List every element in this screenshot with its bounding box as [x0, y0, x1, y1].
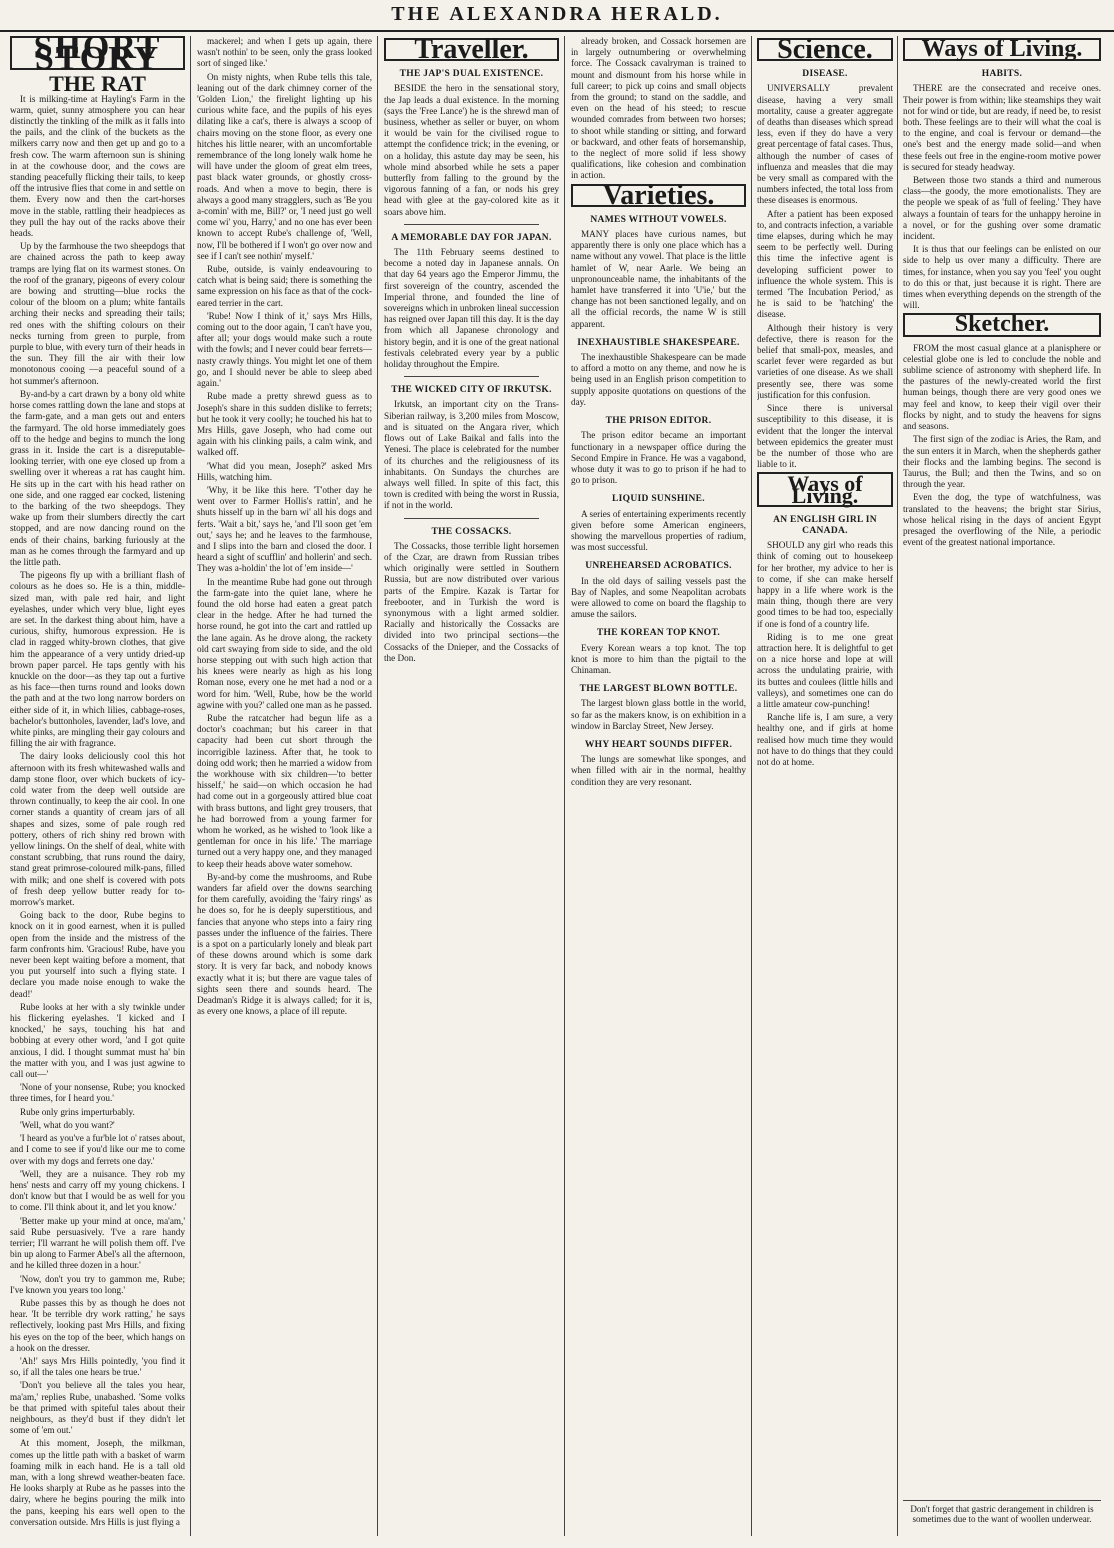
paragraph: It is thus that our feelings can be enlisted on our side to help us over many a difficulty. There are times, for instance, when you say you 'feel' you ought to do this or that, just because it is right. There are times when everything depends on the strength of the will.	[903, 244, 1101, 311]
article-title: HABITS.	[981, 69, 1023, 80]
story-body	[10, 94, 185, 1528]
masthead	[0, 0, 1114, 32]
paragraph: FROM the most casual glance at a planisphere or celestial globe one is led to conclude the noble and sublime science of astronomy with shepherd life. In the pastures of the newly-created world the first human beings, though there are very good ones we may feel and know, to keep their vigil over their flocks by night, and to study the heavens for signs and seasons.	[903, 342, 1101, 432]
paragraph: Even the dog, the type of watchfulness, was translated to the heavens; the bright star Sirius, whose helical rising in the days of ancient Egypt presaged the overflowing of the Nile, a periodic event of the greatest national importance.	[903, 492, 1101, 548]
paragraph: BESIDE the hero in the sensational story, the Jap leads a dual existence. In the morning (says the 'Free Lance') he is the shrewd man of business, whether as seller or buyer, on whom it would be vain for the civilised rogue to attempt the confidence trick; in the evening, or on a holiday, this astute day may be seen, his whole mind absorbed while he sets a paper butterfly from falling to the ground by the vigorous fanning of a fan, or nods his grey head with glee at the gay-colored kite as it soars above him.	[384, 83, 559, 217]
divider	[404, 376, 539, 377]
section-heading-varieties: Varieties.	[571, 184, 746, 207]
section-heading-ways-of-living: Ways of Living.	[757, 472, 893, 506]
article-title: DISEASE.	[802, 69, 848, 80]
paragraph: 'Ah!' says Mrs Hills pointedly, 'you find it so, if all the tales one hears be true.'	[10, 1355, 185, 1378]
section-heading-traveller: Traveller.	[384, 38, 559, 61]
column-science	[757, 36, 893, 1536]
paragraph: 'What did you mean, Joseph?' asked Mrs Hills, watching him.	[197, 460, 372, 482]
paragraph: Ranche life is, I am sure, a very healthy one, and if girls at home realised how much time they would not have to do things that they could not do at home.	[757, 712, 893, 767]
paragraph: 'None of your nonsense, Rube; you knocked three times, for I heard you.'	[10, 1082, 185, 1104]
paragraph: Since there is universal susceptibility to this disease, it is evident that the longer the interval between epidemics the greater must be the number of those who are liable to it.	[757, 403, 893, 470]
newspaper-title: THE ALEXANDRA HERALD.	[391, 3, 723, 25]
paragraph: THERE are the consecrated and receive ones. Their power is from within; like steamships they wait not for wind or tide, but are ready, if need be, to resist both. These feelings are to their will what the coal is to the engine, and coal is fervour or demand—the one's best and the energy made solid—and when these feels out free in the engine-room motive power is secured for steady headway.	[903, 83, 1101, 172]
paragraph: It is milking-time at Hayling's Farm in the warm, quiet, sunny atmosphere you can hear distinctly the tinkling of the milk as it falls into the pails, and the clink of the buckets as the milkers carry now and then get up and go to a fresh cow. The warm afternoon sun is shining in at the cowhouse door, and the cows are standing peacefully flicking their tails, to keep off the intrusive flies that come in and settle on them. Every now and then the cart-horses move in the stable, rattling their headpieces as they pull the hay out of the racks above their heads.	[10, 93, 185, 239]
article-title: LIQUID SUNSHINE.	[612, 494, 705, 505]
paragraph: mackerel; and when I gets up again, there wasn't nothin' to be seen, only the grass looked sort of singed like.'	[197, 36, 372, 69]
column-varieties	[571, 36, 746, 1536]
section-heading-sketcher: Sketcher.	[903, 313, 1101, 336]
article-title: THE PRISON EDITOR.	[605, 416, 712, 427]
paragraph: 'Don't you believe all the tales you hear, ma'am,' replies Rube, unabashed. 'Some volks be that primed with spiteful tales about their neighbours, as they'd bust if they didn't let some of 'em out.'	[10, 1380, 185, 1436]
column-story-continued	[197, 36, 372, 1536]
column-rule	[564, 36, 565, 1536]
paragraph: A series of entertaining experiments recently given before some American engineers, showing the marvellous properties of radium, was most successful.	[571, 508, 746, 553]
paragraph: The dairy looks deliciously cool this hot afternoon with its fresh whitewashed walls and damp stone floor, over which buckets of icy-cold water from the deep well outside are thrown continually, to keep the air cool. In one corner stands a quantity of cream jars of all shapes and sizes, some of pale rough red pottery, others of rich shiny red brown with yellow linings. On the shelf of deal, white with constant scrubbing, that runs round the dairy, stand great primrose-coloured milk-pans, filled with milk; and one shelf is covered with pots of fresh deep yellow butter ready for to-morrow's market.	[10, 751, 185, 908]
paragraph: At this moment, Joseph, the milkman, comes up the little path with a basket of warm foaming milk in each hand. He is a tall old man, with a long shrewd weather-beaten face. He looks sharply at Rube as he passes into the dairy, where he begins pouring the milk into the pans, keeping his ears well open to the conversation outside. Mrs Hills is just flying a	[10, 1438, 185, 1527]
paragraph: The first sign of the zodiac is Aries, the Ram, and the sun enters it in March, when the shepherds gather their flocks and the lambing begins. The second is Taurus, the Bull; and then the Twins, and so on through the year.	[903, 434, 1101, 490]
paragraph: Rube looks at her with a sly twinkle under his flickering eyelashes. 'I kicked and I knocked,' he says, touching his hat and bobbing at every other word, 'and I got quite anxious, I did. I thought summat must ha' bin the matter with you, and I was just agwine to call out—'	[10, 1001, 185, 1080]
column-rule	[897, 36, 898, 1536]
paragraph: Between those two stands a third and numerous class—the goody, the more emotionalists. They are the people we speak of as 'full of feeling.' They have always a fountain of tears for the unhappy heroine in a novel, or for the gushing over some dramatic incident.	[903, 175, 1101, 242]
paragraph: Riding is to me one great attraction here. It is delightful to get on a nice horse and lope at will across the undulating prairie, with its buttes and coulees (little hills and valleys), and sometimes one can do a little amateur cow-punching!	[757, 631, 893, 709]
paragraph: The inexhaustible Shakespeare can be made to afford a motto on any theme, and now he is being used in an English prison competition to supply apposite quotations on questions of the day.	[571, 352, 746, 407]
article-title: THE JAP'S DUAL EXISTENCE.	[399, 69, 544, 80]
column-rule	[377, 36, 378, 1536]
column-traveller	[384, 36, 559, 1536]
paragraph: 'I heard as you've a fur'ble lot o' ratses about, and I come to see if you'd like our me to come over with my dogs and ferrets one day.'	[10, 1133, 185, 1166]
article-title: THE LARGEST BLOWN BOTTLE.	[579, 684, 738, 695]
divider	[404, 224, 539, 225]
story-title: THE RAT	[49, 71, 146, 97]
paragraph: UNIVERSALLY prevalent disease, having a very small mortality, cause a greater aggregate of deaths than diseases which spread less, even if they do have a very great percentage of fatal cases. Thus, although the number of cases of influenza and measles that die may be very small as compared with the numbers infected, the total loss from these diseases is enormous.	[757, 83, 893, 206]
divider	[404, 518, 539, 519]
article-title: A MEMORABLE DAY FOR JAPAN.	[391, 232, 552, 243]
section-heading-science: Science.	[757, 38, 893, 61]
paragraph: Although their history is very defective, there is reason for the belief that small-pox, measles, and scarlet fever were regarded as but varieties of one disease. As we shall presently see, there was some justification for this confusion.	[757, 322, 893, 400]
paragraph: Going back to the door, Rube begins to knock on it in good earnest, when it is pulled open from the inside and the mistress of the farm confronts him. 'Gracious! Rube, have you never been kept waiting before a moment, that you put yourself into such a flying state. I declare you made noise enough to wake the dead!'	[10, 910, 185, 999]
article-title: AN ENGLISH GIRL IN CANADA.	[773, 514, 877, 536]
section-heading-ways-of-living: Ways of Living.	[903, 38, 1101, 61]
paragraph: Up by the farmhouse the two sheepdogs that are chained across the path to keep away tramps are lying flat on its warmest stones. On the roof of the granary, pigeons of every colour are bowing and strutting—blue rocks the colour of the bloom on a plum; white fantails arching their necks and spreading their tails; red ones with the shifting colours on their necks turning from green to purple, from purple to blue, with every turn of their heads in the sun. They fill the air with their low monotonous cooing —a peaceful sound of a hot summer's afternoon.	[10, 241, 185, 386]
article-title: INEXHAUSTIBLE SHAKESPEARE.	[577, 337, 740, 348]
paragraph: 'Rube! Now I think of it,' says Mrs Hills, coming out to the door again, 'I can't have you, after all; your dogs would make such a route with the fowls; and I never could bear ferrets—nasty crawly things. You might let one of them go, and I should never be able to sleep abed again.'	[197, 310, 372, 389]
article-title: THE COSSACKS.	[431, 526, 512, 537]
paragraph: In the old days of sailing vessels past the Bay of Naples, and some Neapolitan acrobats were allowed to come on board the flagship to amuse the sailors.	[571, 575, 746, 620]
paragraph: The largest blown glass bottle in the world, so far as the makers know, is on exhibition in a window in Barclay Street, New Jersey.	[571, 698, 746, 731]
paragraph: On misty nights, when Rube tells this tale, leaning out of the dark chimney corner of the 'Golden Lion,' the firelight lighting up his curious white face, and the pupils of his eyes dilating like a cat's, there is always a scoop of chairs moving on the stone floor, as every one hitches his little nearer, with an uncomfortable remembrance of the long lonely walk home he will have under the gloom of great elm trees, past black water grounds, or ghostly cross-roads. And when a move to begin, there is always a good many stragglers, such as 'Be you a-comin' with me, Bill?' or, 'I need just go well come wi' you, Harry,' and no one has ever been known to accept Rube's challenge of, 'Well, now, I'll be bothered if I won't go over now and see if I can't see nothin' myself.'	[197, 71, 372, 261]
paragraph: 'Better make up your mind at once, ma'am,' said Rube persuasively. 'I've a rare handy terrier; I'll warrant he will polish them off. I've bin up along to Farmer Abel's all the afternoon, and he killed three dozen in a hour.'	[10, 1215, 185, 1271]
paragraph: Rube the ratcatcher had begun life as a doctor's coachman; but his career in that capacity had been cut short through the incorrigible laziness. After that, he took to doing odd work; then he married a widow from the workhouse with six children—'to better hisself,' he said—on which occasion he had had come out in a gorgeously attired blue coat with brass buttons, and light grey trousers, that he had borrowed from a young farmer for whom he worked, as he wished to 'look like a gentleman for once in his life.' The marriage turned out a very happy one, and they managed to keep their heads above water somehow.	[197, 712, 372, 869]
paragraph: 'Well, they are a nuisance. They rob my hens' nests and carry off my young chickens. I don't know but that I would be as well for you to come. I'll think about it, and let you know.'	[10, 1168, 185, 1213]
paragraph: 'Why, it be like this here. 'T'other day he went over to Farmer Hollis's rattin', and he shuts hisself up in the barn wi' all his dogs and ferts. 'Wait a bit,' says he, 'and I'll soon get 'em out,' says he; and he leaves to the farmhouse, and I slips into the barn and closed the door. I heard a sight of scufflin' and hollerin' and sech. They was a-holdin' the lot of 'em inside—'	[197, 484, 372, 574]
paragraph: 'Now, don't you try to gammon me, Rube; I've known you years too long.'	[10, 1273, 185, 1295]
article-title: UNREHEARSED ACROBATICS.	[585, 561, 732, 572]
article-title: WHY HEART SOUNDS DIFFER.	[584, 739, 733, 750]
paragraph: The prison editor became an important functionary in a newspaper office during the Second Empire in France. He was a vagabond, whose duty it was to go to prison if he had to go to prison.	[571, 430, 746, 486]
paragraph: Rube, outside, is vainly endeavouring to catch what is being said; there is something the same expression on his face as that of the cock-eared terrier in the cart.	[197, 264, 372, 308]
paragraph: By-and-by come the mushrooms, and Rube wanders far afield over the downs searching for them carefully, avoiding the 'fairy rings' as he does so, for he is deeply superstitious, and fancies that anyone who steps into a fairy ring passes under the influence of the fairies. There is a spot on a particularly lonely and bleak part of these downs around which is some dark story. It is very far back, and nobody knows exactly what it is; but there are vague tales of sights seen there and sounds heard. The Deadman's Ridge it is always called; for it is, as every one knows, a place of ill repute.	[197, 871, 372, 1017]
paragraph: The Cossacks, those terrible light horsemen of the Czar, are drawn from Russian tribes which originally were settled in Southern Russia, but are now distributed over various parts of the Empire. Kazak is Tartar for freebooter, and in Turkish the word is synonymous with a light armed soldier. Racially and historically the Cossacks are divided into two principal sections—the Cossacks of the Dnieper, and the Cossacks of the Don.	[384, 540, 559, 663]
paragraph: After a patient has been exposed to, and contracts infection, a variable time elapses, during which he may seem to be perfectly well. During this time the infective agent is developing sufficient power to influence the whole system. This is termed 'The Incubation Period,' as he is said to be 'hatching' the disease.	[757, 208, 893, 320]
paragraph: already broken, and Cossack horsemen are in largely outnumbering or overwhelming force. The Cossack cavalryman is trained to mount and dismount from his horse while in full career; to pick up coins and small objects from the ground; to stand on the saddle, and even on the head of his steed; to rescue wounded comrades from between two horses; to shoot while standing or sitting, and forward or backward, and other feats of horsemanship, to the neglect of more solid if less showy qualifications, like cohesion and combination in action.	[571, 36, 746, 181]
paragraph: 'Well, what do you want?'	[20, 1119, 115, 1130]
column-rule	[751, 36, 752, 1536]
paragraph: SHOULD any girl who reads this think of coming out to housekeep for her brother, my advice to her is to come, if she can make herself happy in a life where work is the main thing, though there are very good times to be had too, especially if one is fond of a country life.	[757, 540, 893, 629]
section-heading-short-story: SHORT STORY	[10, 36, 185, 70]
column-ways-of-living	[903, 36, 1101, 1496]
paragraph: Rube passes this by as though he does not hear. 'It be terrible dry work ratting,' he says reflectively, looking past Mrs Hills, and fixing his eyes on the top of the beer, which hangs on a hook on the dresser.	[10, 1297, 185, 1353]
paragraph: The pigeons fly up with a brilliant flash of colours as he does so. He is a thin, middle-sized man, with pale red hair, and light eyelashes, under which very blue, light eyes are set. In the darkest thing about him, have a curious, shifty, humorous expression. He is clad in ragged whity-brown clothes, that give him the appearance of a very untidy dried-up brown paper parcel. He taps gently with his knuckle on the door—as they tap out a furtive as his face—then turns round and looks down the path and at the two long narrow borders on either side of it, in which lilies, cabbage-roses, bachelor's buttonholes, lavender, lad's love, and white pinks, are mingling their gay colours and filling the air with fragrance.	[10, 570, 185, 749]
paragraph: By-and-by a cart drawn by a bony old white horse comes rattling down the lane and stops at the farm-gate, and a man gets out and enters the farmyard. The old horse immediately goes off to the hedge and begins to munch the long grass in it. Inside the cart is a disreputable-looking terrier, with one eye closed up from a swelling over it whereas a rat has caught him. He sits up in the cart with his head rather on one side, and one ragged ear cocked, listening to the barking of the two sheepdogs. They wake up from their slumbers directly the cart stopped, and are now dancing round on the ends of their chains, barking furiously at the man as he comes through the farmyard and up the little path.	[10, 388, 185, 567]
paragraph: Irkutsk, an important city on the Trans-Siberian railway, is 3,200 miles from Moscow, and is situated on the Angara river, which flows out of Lake Baikal and falls into the Yenesi. The place is celebrated for the number of its churches and the religiousness of its inhabitants. On Sundays the churches are always well filled. In spite of this fact, this town is credited with being the worst in Russia, if not in the world.	[384, 399, 559, 511]
column-short-story	[10, 36, 185, 1536]
paragraph: The 11th February seems destined to become a noted day in Japanese annals. On that day 64 years ago the Emperor Jimmu, the first sovereign of the country, ascended the Imperial throne, and founded the line of sovereigns which in unbroken lineal succession has reigned over Japan till this day. It is the day from which all Japanese chronology and history begin, and it is one of the great national festivals celebrated every year by a public holiday throughout the Empire.	[384, 247, 559, 370]
article-title: THE WICKED CITY OF IRKUTSK.	[391, 385, 552, 396]
paragraph: Rube only grins imperturbably.	[20, 1106, 135, 1117]
article-title: THE KOREAN TOP KNOT.	[596, 628, 721, 639]
paragraph: Every Korean wears a top knot. The top knot is more to him than the pigtail to the Chinaman.	[571, 642, 746, 675]
paragraph: Rube made a pretty shrewd guess as to Joseph's share in this sudden dislike to ferrets; but he took it very coolly; he touched his hat to Mrs Hills, gave Joseph, who had come out again with his clinking pails, a calm wink, and walked off.	[197, 391, 372, 458]
paragraph: The lungs are somewhat like sponges, and when filled with air in the normal, healthy condition they are very resonant.	[571, 754, 746, 787]
paragraph: MANY places have curious names, but apparently there is only one place which has a name without any vowel. That place is the little hamlet of W, near Aarle. We being an unpronounceable name, the inhabitants of the hamlet have transferred it into 'U'ie,' but the change has not been sanctioned legally, and on all the official records, the name W is still apparent.	[571, 229, 746, 329]
column-rule	[190, 36, 191, 1536]
paragraph: In the meantime Rube had gone out through the farm-gate into the quiet lane, where he found the old horse had eaten a great patch clear in the hedge. After he had turned the horse round, he got into the cart and rattled up the lane again. As he drove along, the rackety old cart swaying from side to side, and the old horse stepping out with such high action that his knees were nearly as high as his long Roman nose, every one he met had a nod or a word for him. 'Well, Rube, how be the world agwine with you?' called one man as he passed.	[197, 576, 372, 710]
footer-note: Don't forget that gastric derangement in children is sometimes due to the want of woollen underwear.	[903, 1500, 1101, 1524]
article-title: NAMES WITHOUT VOWELS.	[590, 214, 727, 225]
